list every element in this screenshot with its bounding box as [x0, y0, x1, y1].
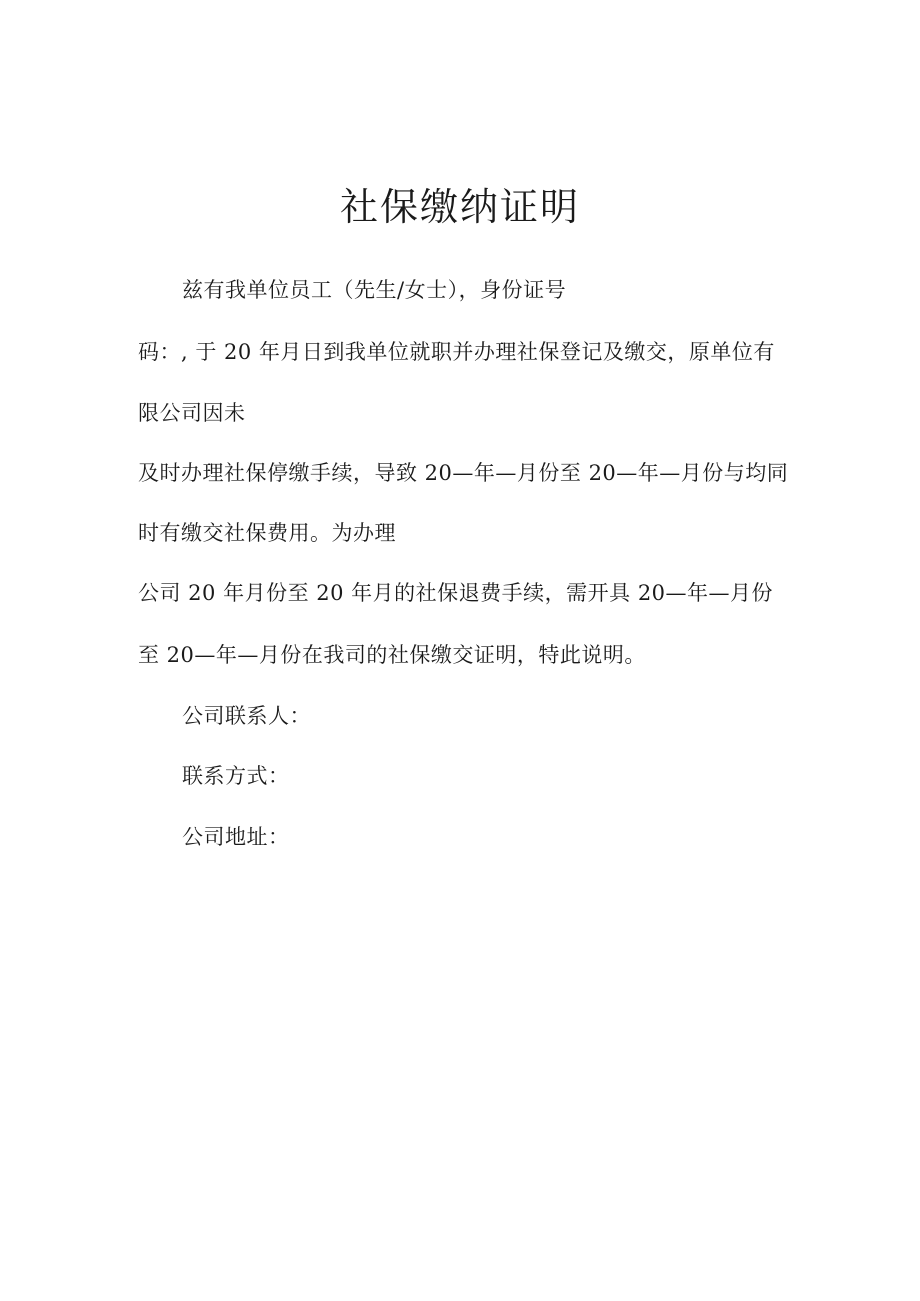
body-line-1: 兹有我单位员工（先生/女士），身份证号 [182, 278, 567, 302]
body-line-6: 公司 20 年月份至 20 年月的社保退费手续，需开具 20—年—月份 [138, 581, 774, 605]
body-line-4: 及时办理社保停缴手续，导致 20—年—月份至 20—年—月份与均同 [138, 461, 789, 485]
document-title: 社保缴纳证明 [339, 185, 580, 229]
contact-person-label: 公司联系人： [182, 704, 311, 728]
body-line-3: 限公司因未 [138, 401, 246, 425]
body-line-2: 码：, 于 20 年月日到我单位就职并办理社保登记及缴交，原单位有 [138, 340, 775, 364]
company-address-label: 公司地址： [182, 825, 290, 849]
contact-method-label: 联系方式： [182, 764, 290, 788]
body-line-5: 时有缴交社保费用。为办理 [138, 521, 396, 545]
body-line-7: 至 20—年—月份在我司的社保缴交证明，特此说明。 [138, 643, 646, 667]
